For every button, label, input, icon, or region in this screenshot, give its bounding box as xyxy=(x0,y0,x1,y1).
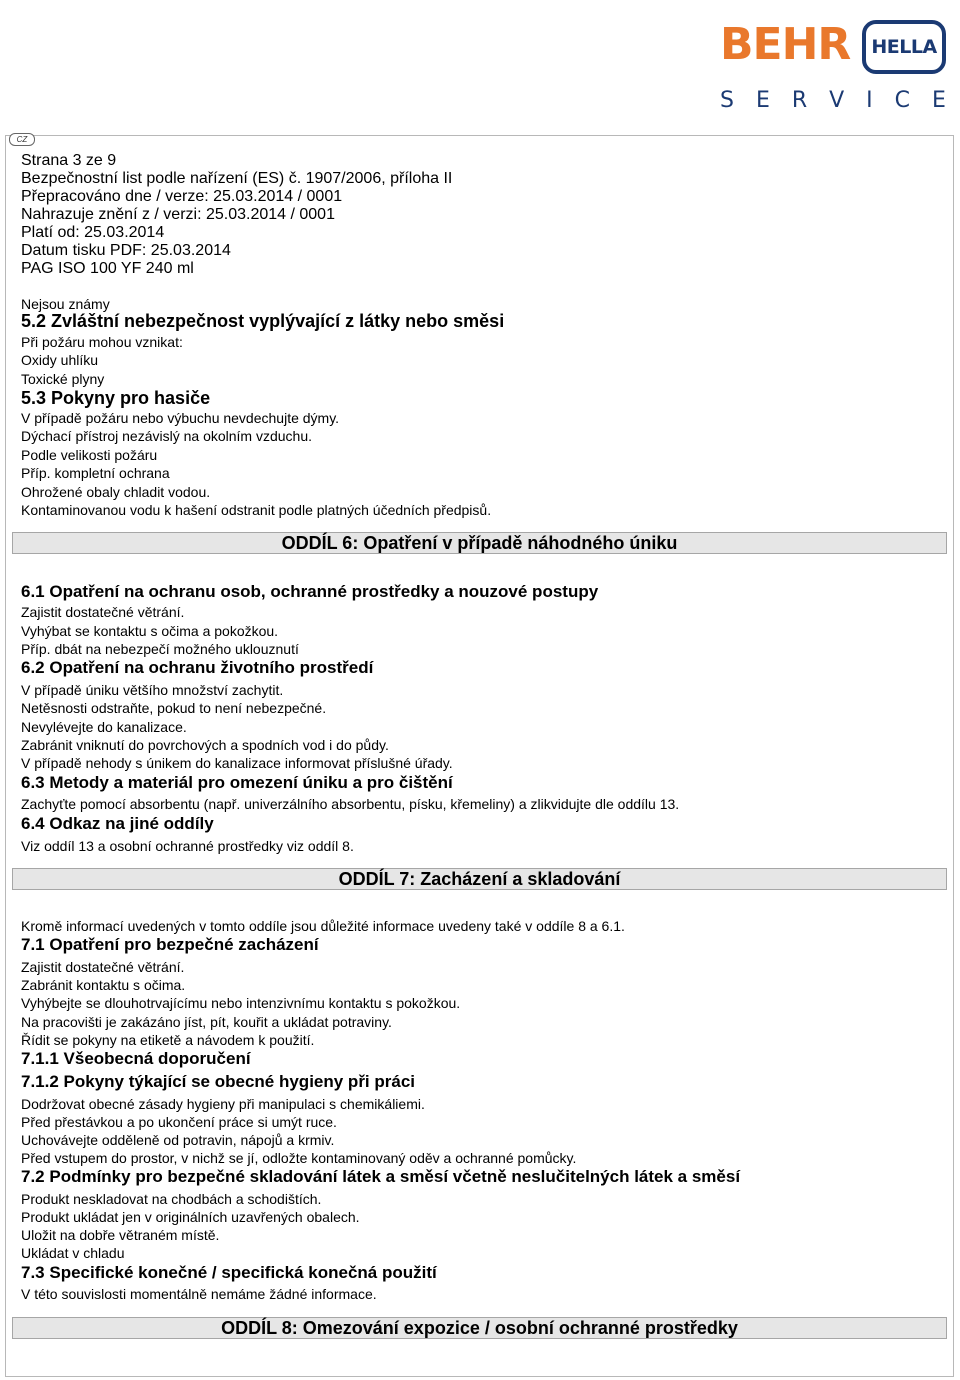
service-letter: V xyxy=(829,88,845,113)
subsection-heading: 6.1 Opatření na ochranu osob, ochranné prostředky a nouzové postupy xyxy=(21,582,599,601)
text-line: Produkt ukládat jen v originálních uzavřených obalech. xyxy=(21,1209,360,1225)
text-line: Před přestávkou a po ukončení práce si umýt ruce. xyxy=(21,1114,337,1130)
text-line: Dýchací přístroj nezávislý na okolním vzduchu. xyxy=(21,428,313,444)
text-line: Před vstupem do prostor, v nichž se jí, odložte kontaminovaný oděv a ochranné pomůcky. xyxy=(21,1150,577,1166)
subsection-heading: 6.2 Opatření na ochranu životního prostředí xyxy=(21,658,374,677)
regulation-line: Bezpečnostní list podle nařízení (ES) č. 1907/2006, příloha II xyxy=(21,170,453,187)
service-letter: E xyxy=(932,88,946,113)
subsection-heading: 7.2 Podmínky pro bezpečné skladování látek a směsí včetně neslučitelných látek a směsí xyxy=(21,1167,741,1186)
text-line: Nejsou známy xyxy=(21,296,110,312)
subsection-heading: 6.3 Metody a materiál pro omezení úniku a pro čištění xyxy=(21,773,453,792)
text-line: Vyhýbejte se dlouhotrvajícímu nebo intenzivnímu kontaktu s pokožkou. xyxy=(21,995,461,1011)
subsection-heading: 7.3 Specifické konečné / specifická konečná použití xyxy=(21,1263,437,1282)
service-letter: S xyxy=(720,88,734,113)
text-line: Uložit na dobře větraném místě. xyxy=(21,1227,220,1243)
revision-line: Přepracováno dne / verze: 25.03.2014 / 0001 xyxy=(21,188,343,205)
text-line: V případě nehody s únikem do kanalizace informovat příslušné úřady. xyxy=(21,755,453,771)
service-letter: C xyxy=(894,88,911,113)
valid-from-line: Platí od: 25.03.2014 xyxy=(21,224,165,241)
text-line: V případě úniku většího množství zachytit. xyxy=(21,682,284,698)
text-line: Zajistit dostatečné větrání. xyxy=(21,959,185,975)
replaces-line: Nahrazuje znění z / verzi: 25.03.2014 / 0001 xyxy=(21,206,335,223)
text-line: Oxidy uhlíku xyxy=(21,352,99,368)
subsection-heading: 7.1 Opatření pro bezpečné zacházení xyxy=(21,935,319,954)
text-line: V případě požáru nebo výbuchu nevdechujte dýmy. xyxy=(21,410,340,426)
text-line: Produkt neskladovat na chodbách a schodištích. xyxy=(21,1191,322,1207)
print-date-line: Datum tisku PDF: 25.03.2014 xyxy=(21,242,231,259)
text-line: Ohrožené obaly chladit vodou. xyxy=(21,484,211,500)
subsection-heading: 7.1.2 Pokyny týkající se obecné hygieny při práci xyxy=(21,1072,416,1091)
product-name: PAG ISO 100 YF 240 ml xyxy=(21,260,194,277)
brand-logo xyxy=(720,18,950,118)
service-wordmark xyxy=(720,88,946,113)
text-line: Na pracovišti je zakázáno jíst, pít, kouřit a ukládat potraviny. xyxy=(21,1014,392,1030)
country-flag-badge: CZ xyxy=(9,133,35,146)
text-line: Ukládat v chladu xyxy=(21,1245,125,1261)
text-line: Toxické plyny xyxy=(21,371,105,387)
behr-logo: BEHR xyxy=(720,19,851,70)
text-line: V této souvislosti momentálně nemáme žádné informace. xyxy=(21,1286,377,1302)
text-line: Kontaminovanou vodu k hašení odstranit podle platných účedních předpisů. xyxy=(21,502,492,518)
section-7-header: ODDÍL 7: Zacházení a skladování xyxy=(12,868,947,890)
hella-logo: HELLA xyxy=(862,20,946,74)
text-line: Při požáru mohou vznikat: xyxy=(21,334,183,350)
service-letter: I xyxy=(866,88,873,113)
page-number: Strana 3 ze 9 xyxy=(21,152,117,169)
subsection-heading: 6.4 Odkaz na jiné oddíly xyxy=(21,814,214,833)
text-line: Zabránit vniknutí do povrchových a spodních vod i do půdy. xyxy=(21,737,389,753)
text-line: Zabránit kontaktu s očima. xyxy=(21,977,186,993)
text-line: Netěsnosti odstraňte, pokud to není nebezpečné. xyxy=(21,700,327,716)
service-letter: E xyxy=(755,88,770,113)
text-line: Zachyťte pomocí absorbentu (např. univerzálního absorbentu, písku, křemeliny) a zlikvidujte dle oddílu 13. xyxy=(21,796,680,812)
subsection-heading: 5.3 Pokyny pro hasiče xyxy=(21,388,211,408)
text-line: Podle velikosti požáru xyxy=(21,447,158,463)
text-line: Vyhýbat se kontaktu s očima a pokožkou. xyxy=(21,623,279,639)
text-line: Příp. kompletní ochrana xyxy=(21,465,170,481)
text-line: Zajistit dostatečné větrání. xyxy=(21,604,185,620)
section-8-header: ODDÍL 8: Omezování expozice / osobní ochranné prostředky xyxy=(12,1317,947,1339)
text-line: Nevylévejte do kanalizace. xyxy=(21,719,187,735)
text-line: Řídit se pokyny na etiketě a návodem k použití. xyxy=(21,1032,315,1048)
section-6-header: ODDÍL 6: Opatření v případě náhodného úniku xyxy=(12,532,947,554)
subsection-heading: 5.2 Zvláštní nebezpečnost vyplývající z látky nebo směsi xyxy=(21,311,505,331)
text-line: Kromě informací uvedených v tomto oddíle jsou důležité informace uvedeny také v oddíle 8 a 6.1. xyxy=(21,918,625,934)
text-line: Viz oddíl 13 a osobní ochranné prostředky viz oddíl 8. xyxy=(21,838,354,854)
service-letter: R xyxy=(791,88,808,113)
text-line: Uchovávejte odděleně od potravin, nápojů a krmiv. xyxy=(21,1132,335,1148)
subsection-heading: 7.1.1 Všeobecná doporučení xyxy=(21,1049,251,1068)
text-line: Dodržovat obecné zásady hygieny při manipulaci s chemikáliemi. xyxy=(21,1096,425,1112)
text-line: Příp. dbát na nebezpečí možného uklouznutí xyxy=(21,641,299,657)
